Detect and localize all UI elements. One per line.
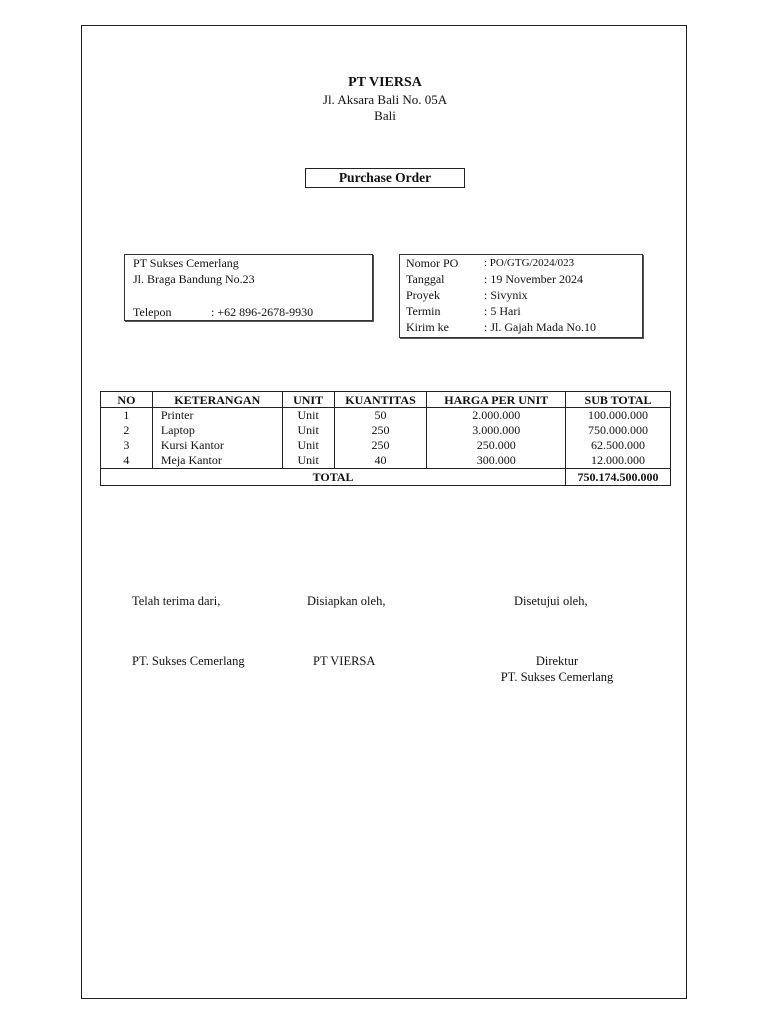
po-date-label: Tanggal	[406, 272, 445, 286]
cell-quantity: 40	[334, 453, 427, 469]
col-header-unit-price: HARGA PER UNIT	[427, 392, 566, 408]
table-row	[101, 438, 671, 453]
cell-unit: Unit	[282, 453, 334, 469]
cell-unit-price: 2.000.000	[427, 408, 566, 424]
cell-subtotal: 750.000.000	[566, 423, 671, 438]
po-number-value: : PO/GTG/2024/023	[484, 257, 575, 269]
cell-unit: Unit	[282, 408, 334, 424]
cell-description: Meja Kantor	[152, 453, 282, 469]
company-city: Bali	[374, 108, 396, 123]
document-page	[81, 25, 687, 999]
approver-title: Direktur	[535, 654, 579, 668]
supplier-phone-label: Telepon	[133, 305, 172, 319]
po-info-box	[399, 254, 643, 338]
table-row	[101, 423, 671, 438]
po-project-label: Proyek	[406, 288, 440, 302]
table-total-row	[101, 469, 671, 486]
table-row	[101, 453, 671, 469]
po-number-label: Nomor PO	[406, 256, 459, 270]
cell-no: 3	[101, 438, 153, 453]
company-name: PT VIERSA	[348, 75, 422, 90]
prepared-by-name: PT VIERSA	[313, 654, 376, 668]
supplier-address: Jl. Braga Bandung No.23	[133, 272, 255, 286]
table-header-row	[101, 392, 671, 408]
cell-no: 2	[101, 423, 153, 438]
cell-quantity: 50	[334, 408, 427, 424]
total-label: TOTAL	[101, 469, 566, 486]
po-project-value: : Sivynix	[484, 288, 528, 302]
items-table	[100, 391, 671, 486]
cell-unit-price: 300.000	[427, 453, 566, 469]
prepared-by-label: Disiapkan oleh,	[307, 594, 386, 608]
cell-quantity: 250	[334, 438, 427, 453]
col-header-quantity: KUANTITAS	[334, 392, 427, 408]
supplier-name: PT Sukses Cemerlang	[133, 256, 239, 270]
cell-no: 1	[101, 408, 153, 424]
po-ship-value: : Jl. Gajah Mada No.10	[484, 320, 596, 334]
po-ship-label: Kirim ke	[406, 320, 449, 334]
cell-subtotal: 62.500.000	[566, 438, 671, 453]
cell-description: Laptop	[152, 423, 282, 438]
cell-unit: Unit	[282, 438, 334, 453]
company-header	[82, 74, 688, 124]
col-header-unit: UNIT	[282, 392, 334, 408]
cell-unit-price: 250.000	[427, 438, 566, 453]
col-header-subtotal: SUB TOTAL	[566, 392, 671, 408]
approved-by-label: Disetujui oleh,	[514, 594, 588, 608]
cell-unit-price: 3.000.000	[427, 423, 566, 438]
cell-subtotal: 12.000.000	[566, 453, 671, 469]
cell-unit: Unit	[282, 423, 334, 438]
table-row	[101, 408, 671, 424]
po-term-value: : 5 Hari	[484, 304, 521, 318]
company-address: Jl. Aksara Bali No. 05A	[322, 92, 448, 107]
approver-name: PT. Sukses Cemerlang	[500, 670, 614, 684]
cell-no: 4	[101, 453, 153, 469]
total-value: 750.174.500.000	[566, 469, 671, 486]
supplier-phone-value: : +62 896-2678-9930	[211, 305, 314, 319]
po-date-value: : 19 November 2024	[484, 272, 583, 286]
document-title: Purchase Order	[305, 168, 465, 188]
cell-description: Kursi Kantor	[152, 438, 282, 453]
col-header-no: NO	[101, 392, 153, 408]
cell-subtotal: 100.000.000	[566, 408, 671, 424]
received-from-name: PT. Sukses Cemerlang	[132, 654, 245, 668]
received-from-label: Telah terima dari,	[132, 594, 221, 608]
cell-quantity: 250	[334, 423, 427, 438]
supplier-box	[124, 254, 373, 321]
cell-description: Printer	[152, 408, 282, 424]
col-header-description: KETERANGAN	[152, 392, 282, 408]
po-term-label: Termin	[406, 304, 441, 318]
